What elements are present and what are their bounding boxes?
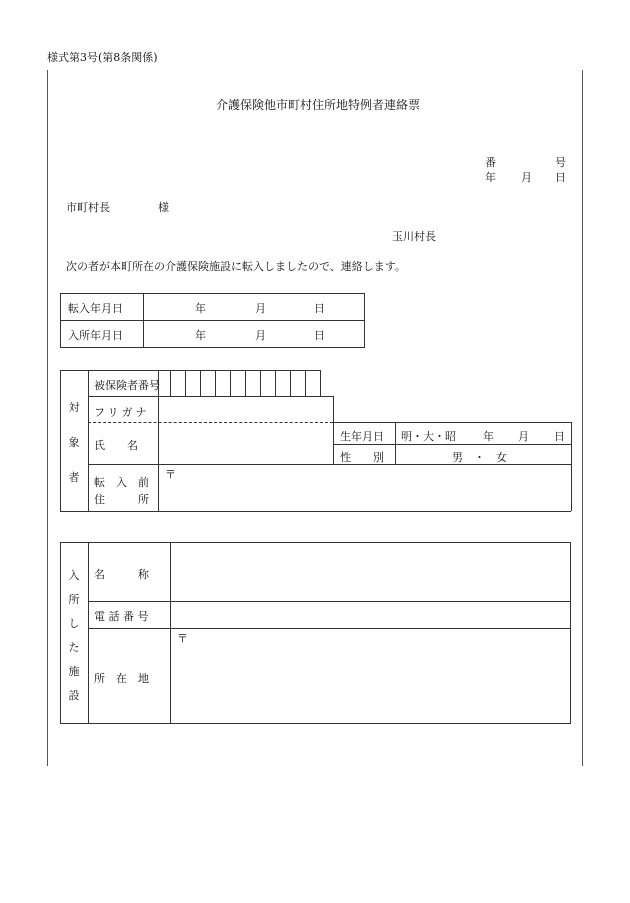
- facility-side-divider: [88, 542, 89, 724]
- admission-year: 年: [195, 329, 206, 342]
- addressee-label: 市町村長: [66, 201, 110, 214]
- insured-number-label: 被保険者番号: [94, 379, 160, 392]
- birth-label-divider: [395, 422, 396, 464]
- subject-top-line: [60, 370, 321, 371]
- insured-number-box: [245, 370, 246, 396]
- frame-left-border: [47, 70, 48, 766]
- move-in-date-label: 転入年月日: [68, 302, 123, 315]
- admission-month: 月: [255, 329, 266, 342]
- facility-address-label: 所 在 地: [94, 672, 149, 685]
- date-day: 日: [555, 171, 566, 184]
- insured-number-box: [170, 370, 171, 396]
- subject-left-line: [60, 370, 61, 511]
- insured-number-box: [275, 370, 276, 396]
- facility-side-label-6: 設: [68, 689, 80, 702]
- move-in-month: 月: [255, 302, 266, 315]
- subject-side-divider: [88, 370, 89, 511]
- number-ban: 番: [485, 156, 496, 169]
- facility-postal-mark: 〒: [177, 632, 188, 645]
- insured-number-box: [185, 370, 186, 396]
- admission-day: 日: [314, 329, 325, 342]
- admission-date-label: 入所年月日: [68, 329, 123, 342]
- form-number: 様式第3号(第8条関係): [47, 51, 158, 64]
- move-in-year: 年: [195, 302, 206, 315]
- move-in-day: 日: [314, 302, 325, 315]
- insured-number-box: [200, 370, 201, 396]
- gender-options: 男 ・ 女: [452, 451, 507, 464]
- birth-top-line: [333, 422, 571, 423]
- name-label: 氏 名: [94, 439, 138, 452]
- furigana-label: フリガナ: [94, 406, 150, 419]
- subject-side-label-3: 者: [68, 471, 80, 484]
- facility-side-label-2: 所: [68, 593, 80, 606]
- facility-side-label-3: し: [68, 617, 80, 630]
- facility-name-bottom: [88, 601, 571, 602]
- dates-table-col-divider: [143, 293, 144, 348]
- insured-number-box: [320, 370, 321, 396]
- subject-side-label-2: 象: [68, 436, 80, 449]
- addressee-honorific: 様: [158, 201, 169, 214]
- document-title: 介護保険他市町村住所地特例者連絡票: [216, 98, 421, 112]
- sender-name: 玉川村長: [392, 230, 436, 243]
- facility-side-label-5: 施: [68, 665, 80, 678]
- prev-address-postal-mark: 〒: [165, 468, 176, 481]
- facility-name-label: 名 称: [94, 568, 149, 581]
- dates-table-divider: [60, 320, 365, 321]
- frame-right-border: [582, 70, 583, 766]
- prev-address-label-1: 転 入 前: [94, 476, 149, 489]
- birthdate-label: 生年月日: [340, 430, 384, 443]
- gender-label: 性 別: [340, 451, 384, 464]
- body-text: 次の者が本町所在の介護保険施設に転入しましたので、連絡します。: [66, 260, 406, 273]
- birth-gender-divider: [333, 444, 571, 445]
- prev-address-label-2: 住 所: [94, 493, 149, 506]
- insured-number-box: [305, 370, 306, 396]
- furigana-right-line: [333, 396, 334, 464]
- birth-year-unit: 年: [483, 430, 494, 443]
- era-options: 明・大・昭: [401, 430, 456, 443]
- subject-right-line: [571, 422, 572, 511]
- facility-side-label-1: 入: [68, 569, 80, 582]
- facility-label-divider: [170, 542, 171, 724]
- insured-number-box: [230, 370, 231, 396]
- date-month: 月: [521, 171, 532, 184]
- furigana-dashed-line: [88, 422, 333, 423]
- insured-number-box: [215, 370, 216, 396]
- birth-day-unit: 日: [554, 430, 565, 443]
- facility-phone-label: 電 話 番 号: [94, 610, 149, 623]
- facility-side-label-4: た: [68, 641, 80, 654]
- subject-bottom-line: [60, 511, 571, 512]
- birth-month-unit: 月: [518, 430, 529, 443]
- insured-number-bottom: [88, 396, 333, 397]
- insured-number-box: [260, 370, 261, 396]
- number-go: 号: [555, 156, 566, 169]
- insured-number-box: [290, 370, 291, 396]
- date-year: 年: [485, 171, 496, 184]
- facility-phone-bottom: [88, 628, 571, 629]
- subject-side-label-1: 対: [68, 401, 80, 414]
